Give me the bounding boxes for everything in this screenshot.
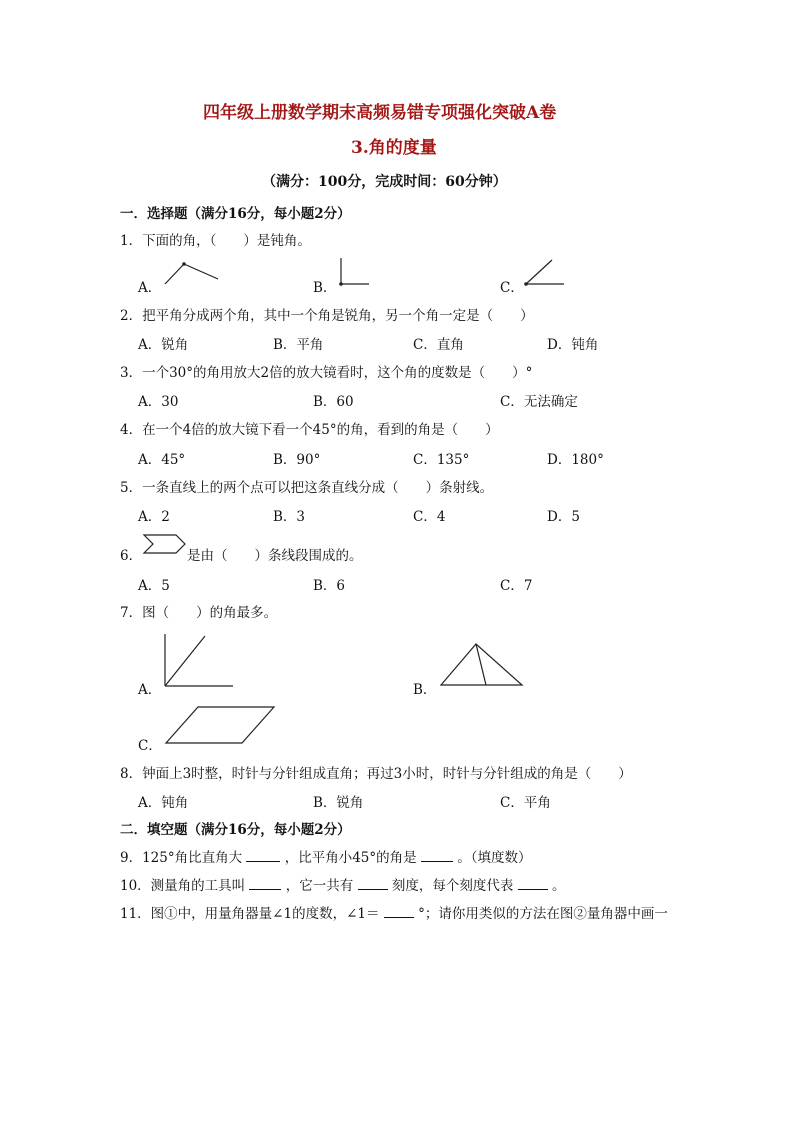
q5-text: 5．一条直线上的两个点可以把这条直线分成（ ）条射线。 [120,480,494,496]
q10-blank-2[interactable] [358,877,388,890]
q4-option-d[interactable]: D．180° [547,452,604,468]
q5-option-c[interactable]: C．4 [413,509,446,525]
q7-option-a[interactable]: A． [138,682,162,698]
q1-angle-b-figure [336,256,376,290]
q8-option-a[interactable]: A．钝角 [138,795,189,811]
q1-angle-a-figure [162,258,222,288]
q8-text: 8．钟面上3时整，时针与分针组成直角；再过3小时，时针与分针组成的角是（ ） [120,766,632,782]
q10-line [120,874,565,894]
q6-option-b[interactable]: B．6 [313,578,346,594]
q1-option-b[interactable]: B． [313,280,337,296]
q6-option-a[interactable]: A．5 [138,578,170,594]
q10-part1: 10．测量角的工具叫 [120,878,246,894]
q9-blank-2[interactable] [421,849,453,862]
q4-option-a[interactable]: A．45° [138,452,186,468]
document-title: 四年级上册数学期末高频易错专项强化突破A卷 [203,103,557,123]
document-subtitle: 3.角的度量 [351,138,437,158]
q11-line [120,902,668,922]
q4-text: 4．在一个4倍的放大镜下看一个45°的角，看到的角是（ ） [120,422,499,438]
q7-text: 7．图（ ）的角最多。 [120,605,278,621]
q3-option-b[interactable]: B．60 [313,394,354,410]
q6-prefix: 6． [120,548,143,564]
q8-option-c[interactable]: C．平角 [500,795,551,811]
q9-line [120,846,531,866]
q11-part1: 11．图①中，用量角器量∠1的度数，∠1＝ [120,906,380,922]
q10-part2: ，它一共有 [285,878,354,894]
q7-figure-b [436,640,528,690]
q1-angle-c-figure [520,256,570,290]
q3-text: 3．一个30°的角用放大2倍的放大镜看时，这个角的度数是（ ）° [120,365,533,381]
q10-part4: 。 [551,878,566,894]
q7-option-c[interactable]: C． [138,738,162,754]
q1-option-a[interactable]: A． [138,280,162,296]
q2-option-b[interactable]: B．平角 [273,337,324,353]
q2-text: 2．把平角分成两个角，其中一个角是锐角，另一个角一定是（ ） [120,308,534,324]
q3-option-a[interactable]: A．30 [138,394,179,410]
q4-option-c[interactable]: C．135° [413,452,470,468]
q3-option-c[interactable]: C．无法确定 [500,394,578,410]
q1-option-c[interactable]: C． [500,280,524,296]
q11-blank-1[interactable] [384,905,414,918]
q5-option-d[interactable]: D．5 [547,509,580,525]
q2-option-d[interactable]: D．钝角 [547,337,599,353]
section1-heading: 一．选择题（满分16分，每小题2分） [120,206,351,222]
score-info: （满分：100分，完成时间：60分钟） [262,174,507,190]
q8-option-b[interactable]: B．锐角 [313,795,364,811]
q5-option-a[interactable]: A．2 [138,509,170,525]
q10-part3: 刻度，每个刻度代表 [391,878,514,894]
q9-blank-1[interactable] [246,849,280,862]
q6-text: 是由（ ）条线段围成的。 [187,548,363,564]
q6-option-c[interactable]: C．7 [500,578,533,594]
section2-heading: 二．填空题（满分16分，每小题2分） [120,822,351,838]
q9-part1: 9．125°角比直角大 [120,850,243,866]
q7-figure-a [160,630,240,692]
q10-blank-3[interactable] [518,877,548,890]
q7-figure-c [160,702,280,748]
q7-option-b[interactable]: B． [413,682,437,698]
q4-option-b[interactable]: B．90° [273,452,321,468]
q2-option-a[interactable]: A．锐角 [138,337,189,353]
q10-blank-1[interactable] [249,877,281,890]
q9-part3: 。（填度数） [457,850,532,866]
q5-option-b[interactable]: B．3 [273,509,306,525]
q1-text: 1．下面的角，（ ）是钝角。 [120,233,311,249]
q6-arrow-shape-figure [142,532,188,556]
q9-part2: ，比平角小45°的角是 [284,850,417,866]
q2-option-c[interactable]: C．直角 [413,337,464,353]
q11-part2: °；请你用类似的方法在图②量角器中画一 [418,906,668,922]
